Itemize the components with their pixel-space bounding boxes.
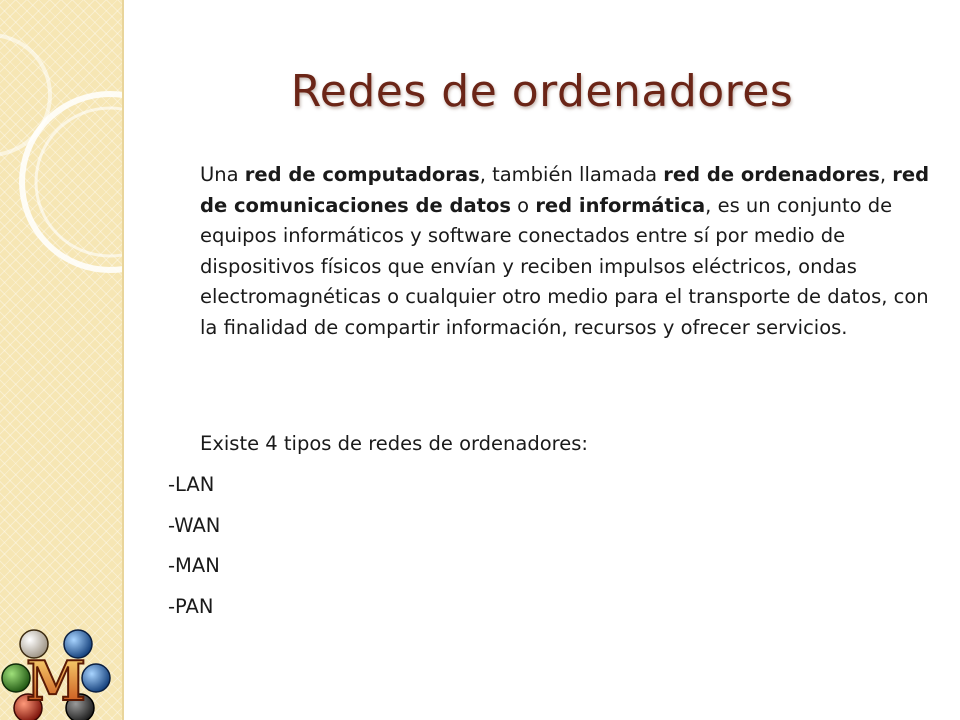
network-types-intro: Existe 4 tipos de redes de ordenadores: [200, 432, 588, 455]
list-item: -WAN [168, 513, 221, 537]
list-item: -LAN [168, 473, 215, 496]
decorative-sidebar [0, 0, 122, 720]
term-red-de-computadoras: red de computadoras [244, 163, 480, 186]
paragraph-text: o [510, 193, 536, 217]
list-item: -PAN [168, 594, 214, 618]
paragraph-text: , [879, 163, 893, 186]
network-types-list [168, 474, 220, 636]
paragraph-text: Una [200, 163, 245, 186]
term-red-de-comunicaciones: red de comunicaciones de datos [200, 163, 930, 217]
slide-title: Redes de ordenadores [290, 66, 794, 117]
magic-mana-logo-icon [0, 628, 122, 720]
definition-paragraph [200, 160, 940, 343]
list-item: -MAN [168, 554, 220, 577]
term-red-de-ordenadores: red de ordenadores [663, 163, 880, 186]
paragraph-text: , es un conjunto de equipos informáticos y software conectados entre sí por medio de dispositivos físicos que envían y reciben impulsos eléctricos, ondas electromagnéticas o cualquier otro medio para el transporte de datos, con la finalidad de compartir información, recursos y ofrecer servicios. [200, 193, 929, 339]
circle-outline-icon [0, 0, 122, 720]
paragraph-text: , también llamada [479, 163, 664, 186]
svg-text:M: M [26, 649, 86, 713]
term-red-informatica: red informática [535, 193, 706, 217]
